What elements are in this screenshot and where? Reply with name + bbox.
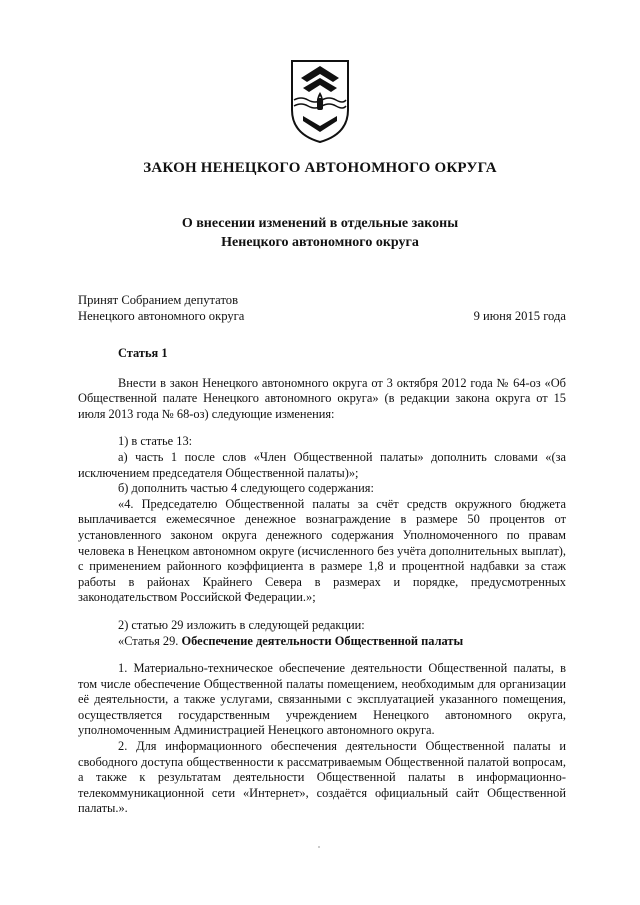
- scan-dot: [318, 846, 320, 848]
- law-title: ЗАКОН НЕНЕЦКОГО АВТОНОМНОГО ОКРУГА: [143, 160, 497, 176]
- adopted-line-2: Ненецкого автономного округа: [78, 309, 245, 323]
- adopted-by: [78, 292, 244, 324]
- intro-paragraph: Внести в закон Ненецкого автономного округа от 3 октября 2012 года № 64-оз «Об Общественной палате Ненецкого автономного округа» (в редакции закона округа от 15 июля 2013 года № 68-оз) следующие изменения:: [78, 375, 566, 421]
- subtitle-line-1: О внесении изменений в отдельные законы: [181, 216, 459, 231]
- item-1b: б) дополнить частью 4 следующего содержания:: [118, 481, 374, 496]
- coat-of-arms-emblem: [289, 58, 351, 144]
- article-29-heading: [78, 634, 566, 650]
- adopted-date: 9 июня 2015 года: [473, 309, 566, 323]
- item-1: 1) в статье 13:: [118, 434, 193, 449]
- item-1a: а) часть 1 после слов «Член Общественной палаты» дополнить словами «(за исключением председателя Общественной палаты)»;: [78, 449, 566, 480]
- item-2: 2) статью 29 изложить в следующей редакции:: [118, 617, 365, 632]
- law-subtitle: [0, 214, 640, 252]
- article-heading: Статья 1: [118, 346, 168, 360]
- paragraph-1: 1. Материально-техническое обеспечение деятельности Общественной палаты, в том числе обеспечение Общественной палаты помещением, необходимым для организации её деятельности, а также услугами, связанными с эксплуатацией указанного помещения, осуществляется государственным учреждением Ненецкого автономного округа, уполномоченным Администрацией Ненецкого автономного округа.: [78, 661, 566, 738]
- law-body: [78, 346, 566, 817]
- paragraph-2: 2. Для информационного обеспечения деятельности Общественной палаты и свободного доступа общественности к рассматриваемым Общественной палатой вопросам, а также к результатам деятельности Общественной палаты в информационно-телекоммуникационной сети «Интернет», создаётся официальный сайт Общественной палаты.».: [78, 739, 566, 816]
- item-1b-text: «4. Председателю Общественной палаты за счёт средств окружного бюджета выплачивается ежемесячное денежное вознаграждение в размере 50 процентов от установленного законом округа денежного содержания Уполномоченного по правам человека в Ненецком автономном округе (исчисленного без учёта дополнительных выплат), с применением районного коэффициента в размере 1,8 и процентной надбавки за стаж работы в районах Крайнего Севера в размерах и порядке, предусмотренных законодательством Российской Федерации.»;: [78, 496, 566, 605]
- adopted-line-1: Принят Собранием депутатов: [78, 293, 239, 307]
- article-29-prefix: «Статья 29.: [118, 633, 182, 648]
- subtitle-line-2: Ненецкого автономного округа: [221, 235, 419, 250]
- article-29-title: Обеспечение деятельности Общественной палаты: [181, 633, 464, 648]
